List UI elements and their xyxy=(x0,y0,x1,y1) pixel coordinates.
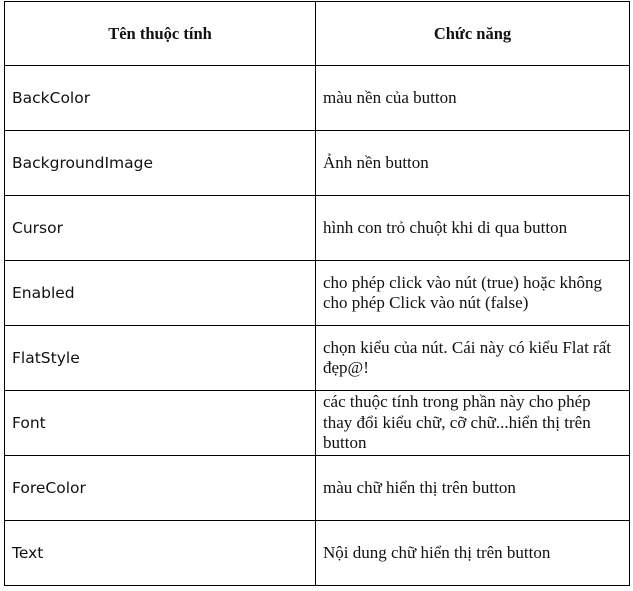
table-row xyxy=(5,456,630,521)
property-function-cell: cho phép click vào nút (true) hoặc không cho phép Click vào nút (false) xyxy=(316,261,630,326)
property-function-cell: chọn kiểu của nút. Cái này có kiểu Flat rất đẹp@! xyxy=(316,326,630,391)
property-name-cell: BackColor xyxy=(5,66,316,131)
property-function-cell: hình con trỏ chuột khi di qua button xyxy=(316,196,630,261)
property-function-cell: màu chữ hiển thị trên button xyxy=(316,456,630,521)
property-name-cell: Font xyxy=(5,391,316,456)
property-name-cell: BackgroundImage xyxy=(5,131,316,196)
property-name-cell: ForeColor xyxy=(5,456,316,521)
table-row xyxy=(5,196,630,261)
property-name-cell: FlatStyle xyxy=(5,326,316,391)
property-name-cell: Enabled xyxy=(5,261,316,326)
property-name-cell: Cursor xyxy=(5,196,316,261)
property-function-cell: các thuộc tính trong phần này cho phép thay đổi kiểu chữ, cỡ chữ...hiển thị trên button xyxy=(316,391,630,456)
property-name-cell: Text xyxy=(5,521,316,586)
table-row xyxy=(5,66,630,131)
property-function-cell: Nội dung chữ hiển thị trên button xyxy=(316,521,630,586)
property-function-cell: Ảnh nền button xyxy=(316,131,630,196)
table-row xyxy=(5,326,630,391)
table-header-row xyxy=(5,2,630,66)
table-row xyxy=(5,521,630,586)
header-property-name: Tên thuộc tính xyxy=(5,2,316,66)
property-function-cell: màu nền của button xyxy=(316,66,630,131)
table-row xyxy=(5,261,630,326)
table-row xyxy=(5,391,630,456)
table-row xyxy=(5,131,630,196)
properties-table-container xyxy=(4,1,629,586)
button-properties-table xyxy=(4,1,630,586)
header-function: Chức năng xyxy=(316,2,630,66)
